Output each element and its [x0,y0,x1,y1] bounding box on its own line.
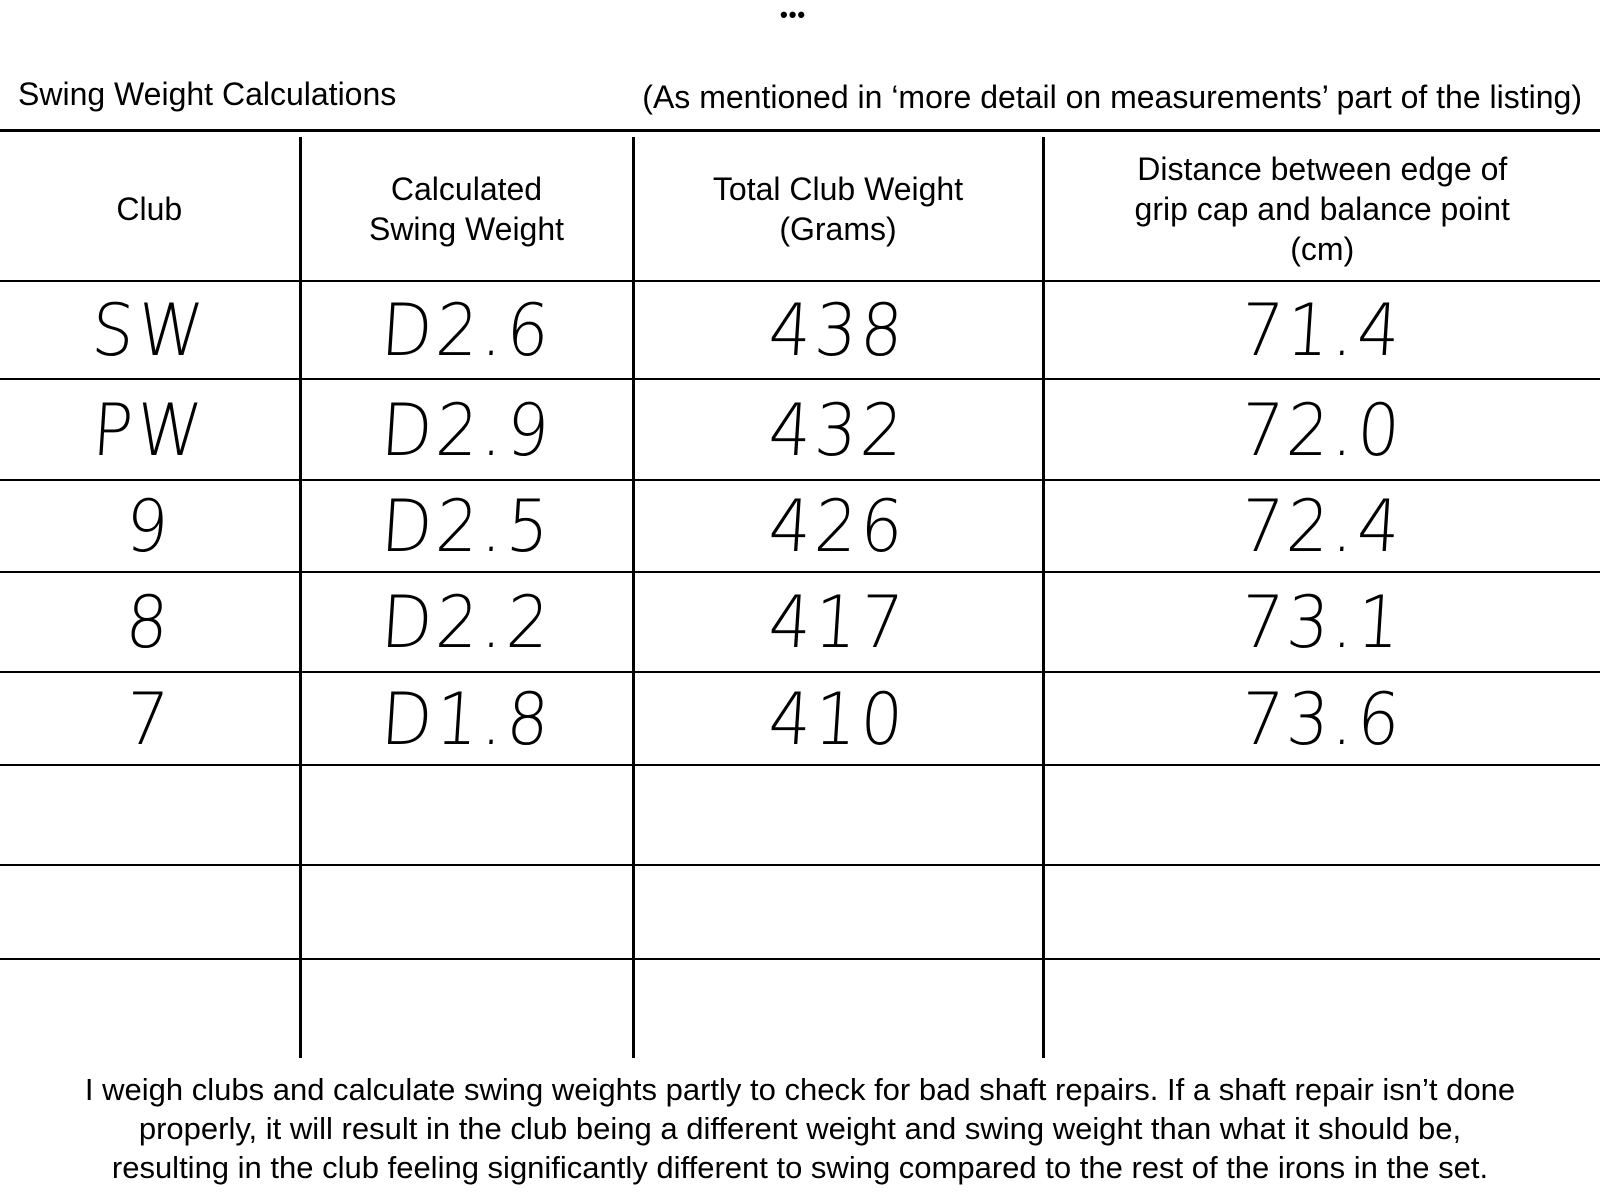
cell-balance-distance: 73.1 [1043,572,1600,672]
cell-balance-distance [1043,865,1600,959]
footer-line: properly, it will result in the club being a different weight and swing weight than what it should be, [138,1111,1462,1146]
cell-total-weight: 438 [633,281,1043,379]
cell-swing-weight: D1.8 [300,672,633,766]
footer-line: resulting in the club feeling significantly different to swing compared to the rest of the irons in the set. [111,1150,1489,1185]
header-total-weight: Total Club Weight (Grams) [633,137,1043,281]
cell-swing-weight: D2.5 [300,480,633,572]
cell-club: 8 [0,572,300,672]
cell-total-weight [633,765,1043,865]
menu-dots-icon[interactable]: ••• [780,2,807,27]
title-divider [0,129,1600,132]
cell-swing-weight: D2.2 [300,572,633,672]
cell-club: 7 [0,672,300,766]
swing-weight-table [0,137,1600,1058]
cell-balance-distance: 73.6 [1043,672,1600,766]
cell-swing-weight [300,959,633,1058]
cell-total-weight: 432 [633,379,1043,480]
header-swing-weight: Calculated Swing Weight [300,137,633,281]
cell-balance-distance: 72.4 [1043,480,1600,572]
page-title: Swing Weight Calculations [18,76,397,112]
table-row [0,281,1600,379]
cell-club: PW [0,379,300,480]
table-row [0,379,1600,480]
cell-balance-distance: 71.4 [1043,281,1600,379]
cell-swing-weight [300,765,633,865]
cell-swing-weight: D2.6 [300,281,633,379]
cell-swing-weight [300,865,633,959]
table-row [0,672,1600,766]
cell-balance-distance [1043,959,1600,1058]
footer-note [0,1070,1600,1187]
cell-balance-distance: 72.0 [1043,379,1600,480]
page-subtitle: (As mentioned in ‘more detail on measurements’ part of the listing) [642,79,1582,115]
table-row [0,865,1600,959]
cell-total-weight: 417 [633,572,1043,672]
cell-total-weight: 410 [633,672,1043,766]
table-row [0,765,1600,865]
table-header-row [0,137,1600,281]
table-row [0,572,1600,672]
header-club: Club [0,137,300,281]
cell-club [0,865,300,959]
cell-total-weight [633,865,1043,959]
cell-club [0,765,300,865]
cell-balance-distance [1043,765,1600,865]
table-row [0,480,1600,572]
table-row [0,959,1600,1058]
cell-club [0,959,300,1058]
cell-total-weight: 426 [633,480,1043,572]
cell-club: 9 [0,480,300,572]
cell-club: SW [0,281,300,379]
header-balance-distance: Distance between edge of grip cap and balance point (cm) [1043,137,1600,281]
cell-total-weight [633,959,1043,1058]
footer-line: I weigh clubs and calculate swing weights partly to check for bad shaft repairs. If a shaft repair isn’t done [84,1072,1516,1107]
cell-swing-weight: D2.9 [300,379,633,480]
